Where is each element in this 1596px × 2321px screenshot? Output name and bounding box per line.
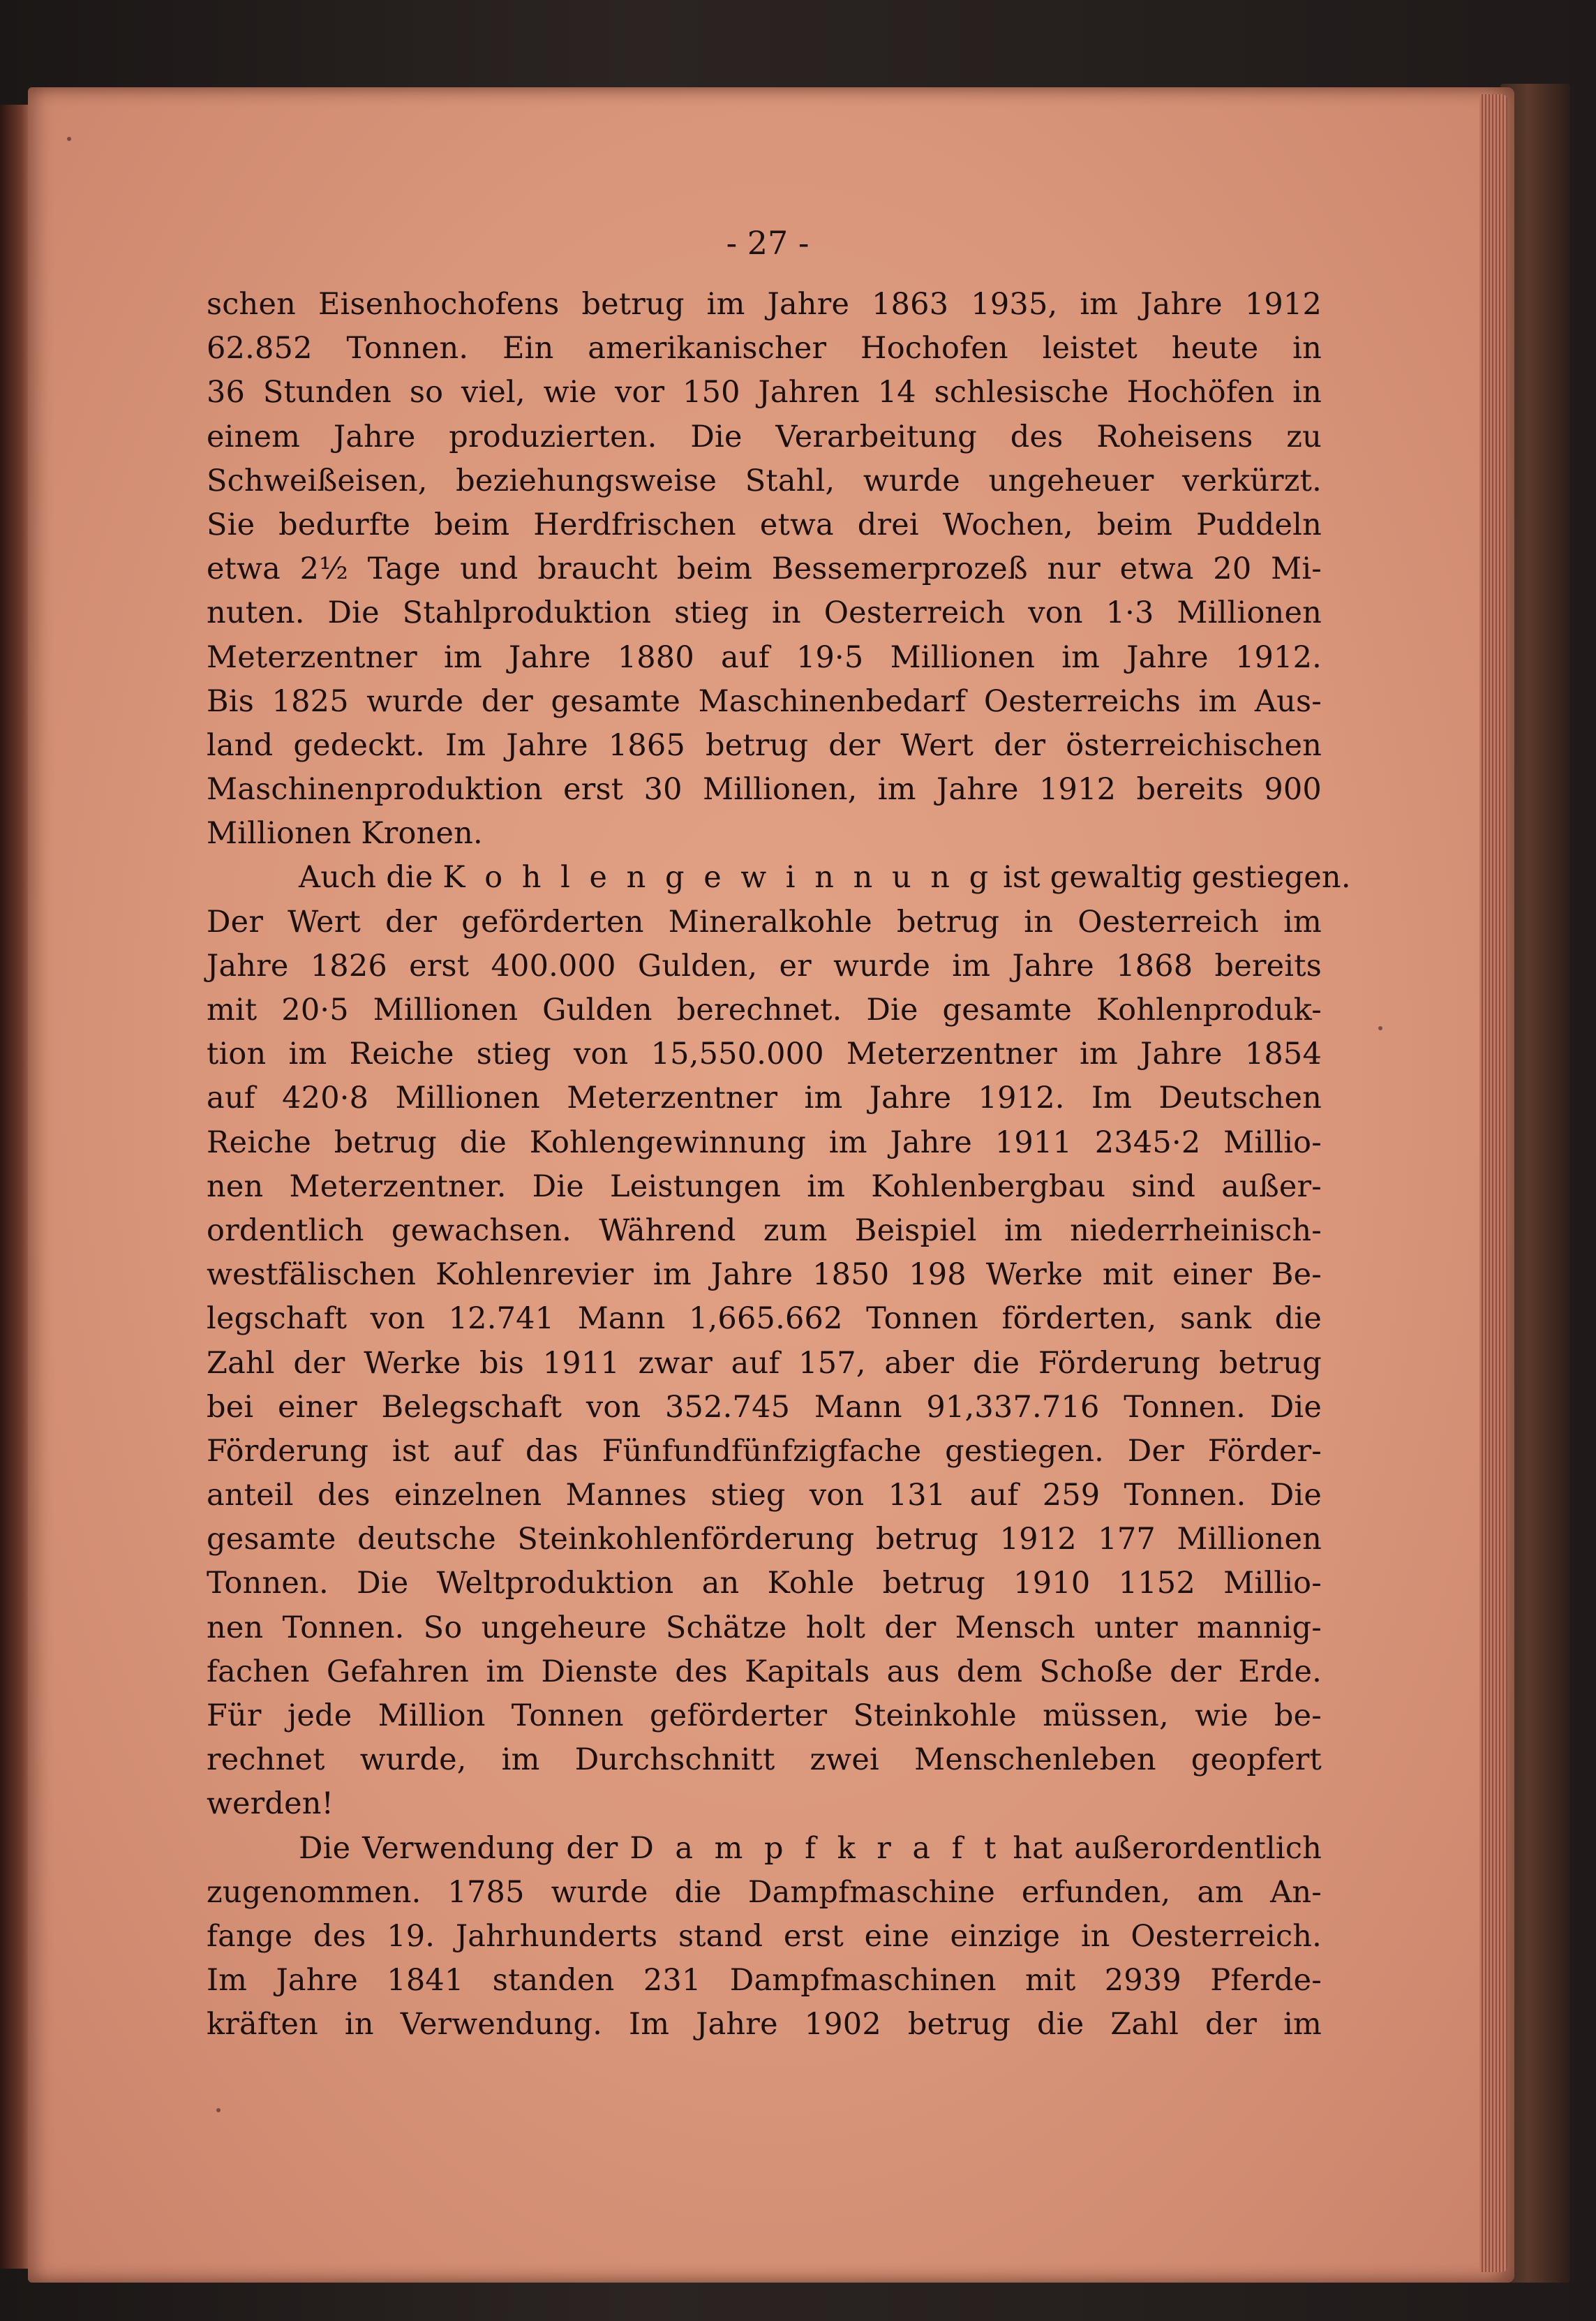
paper-speck [1378, 1026, 1382, 1030]
text-line: kräften in Verwendung. Im Jahre 1902 betrug die Zahl der im [207, 2007, 1322, 2042]
text-line: bei einer Belegschaft von 352.745 Mann 91,337.716 Tonnen. Die [207, 1389, 1322, 1425]
text-line: Für jede Million Tonnen geförderter Steinkohle müssen, wie be- [207, 1698, 1322, 1733]
text-line: fachen Gefahren im Dienste des Kapitals aus dem Schoße der Erde. [207, 1654, 1322, 1689]
text-line: einem Jahre produzierten. Die Verarbeitung des Roheisens zu [207, 419, 1322, 454]
text-run: Die Verwendung der [299, 1830, 618, 1866]
text-line: Tonnen. Die Weltproduktion an Kohle betrug 1910 1152 Millio- [207, 1566, 1322, 1601]
text-run: ist gewaltig gestiegen. [1003, 860, 1351, 896]
text-line: Schweißeisen, beziehungsweise Stahl, wurde ungeheuer verkürzt. [207, 463, 1322, 498]
text-line: Zahl der Werke bis 1911 zwar auf 157, aber die Förderung betrug [207, 1345, 1322, 1381]
text-line: legschaft von 12.741 Mann 1,665.662 Tonnen förderten, sank die [207, 1301, 1322, 1337]
text-line: 62.852 Tonnen. Ein amerikanischer Hochofen leistet heute in [207, 331, 1322, 366]
text-line: Förderung ist auf das Fünfundfünfzigfache gestiegen. Der Förder- [207, 1433, 1322, 1469]
page-edges [1479, 94, 1507, 2272]
text-line: Im Jahre 1841 standen 231 Dampfmaschinen mit 2939 Pferde- [207, 1963, 1322, 1999]
text-line: nen Tonnen. So ungeheure Schätze holt der Mensch unter mannig- [207, 1610, 1322, 1645]
text-line: Reiche betrug die Kohlengewinnung im Jahre 1911 2345·2 Millio- [207, 1125, 1322, 1160]
text-line: nen Meterzentner. Die Leistungen im Kohlenbergbau sind außer- [207, 1169, 1322, 1204]
text-line: Sie bedurfte beim Herdfrischen etwa drei Wochen, beim Puddeln [207, 507, 1322, 542]
text-run: Auch die [299, 860, 433, 896]
text-line: anteil des einzelnen Mannes stieg von 131 auf 259 Tonnen. Die [207, 1478, 1322, 1513]
text-line: ordentlich gewachsen. Während zum Beispiel im niederrheinisch- [207, 1213, 1322, 1248]
text-line: Meterzentner im Jahre 1880 auf 19·5 Millionen im Jahre 1912. [207, 639, 1322, 675]
text-line [207, 1827, 1322, 1871]
text-line: etwa 2½ Tage und braucht beim Bessemerprozeß nur etwa 20 Mi- [207, 551, 1322, 587]
text-run: hat außerordentlich [1013, 1830, 1322, 1866]
text-line: Maschinenproduktion erst 30 Millionen, im Jahre 1912 bereits 900 [207, 772, 1322, 808]
page-number: - 27 - [726, 224, 810, 262]
emphasized-term: D a m p f k r a f t [629, 1830, 1001, 1866]
text-line: tion im Reiche stieg von 15,550.000 Meterzentner im Jahre 1854 [207, 1037, 1322, 1072]
text-line [207, 856, 1351, 900]
emphasized-term: K o h l e n g e w i n n u n g [442, 860, 994, 896]
text-line: nuten. Die Stahlproduktion stieg in Oesterreich von 1·3 Millionen [207, 595, 1322, 631]
paper-speck [216, 2108, 221, 2112]
text-line: westfälischen Kohlenrevier im Jahre 1850 198 Werke mit einer Be- [207, 1257, 1322, 1293]
text-line: Millionen Kronen. [207, 816, 483, 852]
text-line: schen Eisenhochofens betrug im Jahre 1863 1935, im Jahre 1912 [207, 287, 1322, 322]
text-line: Jahre 1826 erst 400.000 Gulden, er wurde im Jahre 1868 bereits [207, 948, 1322, 984]
text-line: zugenommen. 1785 wurde die Dampfmaschine erfunden, am An- [207, 1874, 1322, 1910]
text-line: Bis 1825 wurde der gesamte Maschinenbedarf Oesterreichs im Aus- [207, 683, 1322, 719]
text-line: mit 20·5 Millionen Gulden berechnet. Die gesamte Kohlenproduk- [207, 993, 1322, 1028]
body-text [207, 283, 1351, 2047]
text-line: land gedeckt. Im Jahre 1865 betrug der Wert der österreichischen [207, 727, 1322, 763]
text-line: gesamte deutsche Steinkohlenförderung betrug 1912 177 Millionen [207, 1522, 1322, 1557]
text-line: fange des 19. Jahrhunderts stand erst eine einzige in Oesterreich. [207, 1918, 1322, 1954]
paper-speck [67, 137, 71, 141]
text-line: Der Wert der geförderten Mineralkohle betrug in Oesterreich im [207, 904, 1322, 940]
text-line: auf 420·8 Millionen Meterzentner im Jahre 1912. Im Deutschen [207, 1081, 1322, 1116]
text-line: 36 Stunden so viel, wie vor 150 Jahren 14 schlesische Hochöfen in [207, 375, 1322, 410]
text-line: rechnet wurde, im Durchschnitt zwei Menschenleben geopfert [207, 1742, 1322, 1778]
text-line: werden! [207, 1786, 334, 1822]
